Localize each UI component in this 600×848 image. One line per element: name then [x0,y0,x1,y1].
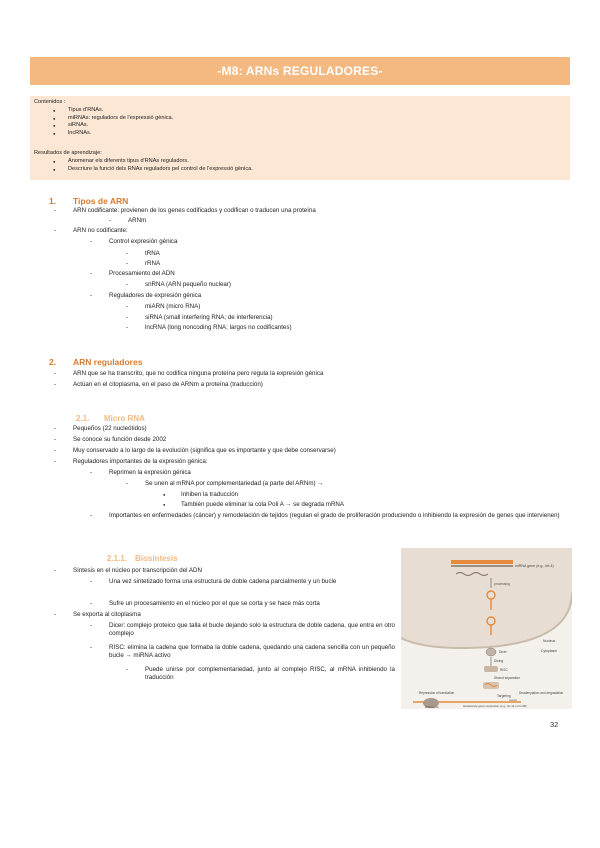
section-title: ARN reguladores [73,357,143,367]
contents-label: Contenidos : [34,99,66,105]
mirna-pathway-diagram [401,548,572,709]
page-banner [30,57,570,85]
processing-label: processing [494,582,510,586]
text-line: - Reprimen la expresión génica [90,469,191,476]
results-label: Resultados de aprendizaje: [34,150,102,156]
deadenylation-label: Deadenylation and degradation [519,691,564,695]
text-line: - ARN no codificante: [54,227,128,234]
text-line: - RISC: elimina la cadena que formaba la doble cadena, quedando una cadena sencilla con un pequeño bucle → miRNA activo [90,644,395,659]
section-number: 2.1.1. [107,554,128,563]
list-item: ● Tipus d'RNAs. [68,107,173,115]
text-line: - Procesamiento del ADN [90,270,175,277]
text-line: - siRNA (small interfering RNA; de interferencia) [126,314,273,321]
dicer-complex [486,648,496,656]
text-line: - Importantes en enfermedades (cáncer) y remodelación de tejidos (regulan el grado de proliferación produciendo o inhibiendo la expresión de genes que intervienen) [90,512,560,519]
text-line: - Actúan en el citoplasma, en el paso de ARNm a proteína (traducción) [54,381,263,388]
text-line: - Pequeños (22 nucleótidos) [54,425,147,432]
section-title: Tipos de ARN [73,196,129,206]
mirna-biogenesis-figure [401,548,572,709]
text-line: - rRNA [126,260,161,267]
text-line: - Se unen al mRNA por complementariedad (a parte del ARNm) → [126,480,324,487]
results-list [30,158,253,173]
text-line: - tRNA [126,250,160,257]
text-line: - Control expresión génica [90,238,178,245]
text-line: - ARN codificante: provienen de los genes codificados y codifican o traducen una proteína [54,207,316,214]
section-number: 1. [49,196,57,206]
gene-label: miRNA gene (e.g., let-4) [515,564,554,568]
page-title: -M8: ARNs REGULADORES- [217,64,383,78]
section-title: Biosíntesis [135,554,178,563]
contents-list [30,107,173,137]
dicing-label: Dicing [494,659,504,663]
strand-label: Strand separation [494,676,521,680]
section-number: 2. [49,357,57,367]
subsection-heading-2-1 [76,414,145,423]
list-item: ● lncRNAs. [68,130,173,138]
nucleus-label: Nucleus [543,639,556,643]
text-line: - Reguladores de expresión génica [90,292,202,299]
list-item: ● siRNAs. [68,122,173,130]
objectives-box [30,96,570,180]
text-line: - miARN (micro RNA) [126,303,201,310]
text-line: - ARN que se ha transcrito, que no codifica ninguna proteína pero regula la expresión génica [54,370,324,377]
text-line: - Se exporta al citoplasma [54,611,141,618]
section-heading-2 [49,357,142,367]
mirna-gene-bar [451,560,513,564]
subsection-heading-2-1-1 [107,554,178,563]
dicer-label: Dicer [499,650,507,654]
text-line: - Se conoce su función desde 2002 [54,436,167,443]
repression-label: Repression of translation [419,691,455,695]
ribosome-label: Ribosome [425,705,439,709]
cytoplasm-label: Cytoplasm [541,649,558,653]
text-line: - Reguladores importantes de la expresión génica: [54,458,208,465]
text-line: - Una vez sintetizado forma una estructura de doble cadena parcialmente y un bucle [90,578,337,585]
target-gene-label: Hepatocyte gene repression (e.g., lin-14 or lin-28) [463,704,527,708]
text-line: - snRNA (ARN pequeño nuclear) [126,281,231,288]
section-heading-1 [49,196,128,206]
text-line: - lncRNA (long noncoding RNA; largos no codificantes) [126,324,292,331]
text-line: ● También puede eliminar la cola Poli A → se degrada mRNA [163,501,345,508]
polya-label: AAAA [509,698,518,702]
text-line: - Puede unirse por complementariedad, junto al complejo RISC, al mRNA inhibiendo la traducción [126,666,395,681]
mirna-gene-strand [451,565,513,567]
text-line: - ARNm [109,217,147,224]
text-line: - Dicer: complejo proteico que talla el bucle dejando solo la estructura de doble cadena, que entra en otro complejo [90,622,395,637]
risc-label: RISC [500,668,508,672]
risc-complex [484,666,498,672]
targeting-label: Targeting [497,694,511,698]
text-line: - Síntesis en el núcleo por transcripción del ADN [54,567,202,574]
section-title: Micro RNA [104,414,145,423]
list-item: ● Anomenar els diferents tipus d'RNAs reguladors. [68,158,253,166]
list-item: ● miRNAs: reguladors de l'expressió gènica. [68,115,173,123]
text-line: ● Inhiben la traducción [163,491,239,498]
section-number: 2.1. [76,414,90,423]
list-item: ● Descriure la funció dels RNAs reguladors pel control de l'expressió gènica. [68,166,253,174]
text-line: - Sufre un procesamiento en el núcleo por el que se corta y se hace más corta [90,600,320,607]
page-number: 32 [550,720,559,729]
text-line: - Muy conservado a lo largo de la evolución (significa que es importante y que debe conservarse) [54,447,336,454]
